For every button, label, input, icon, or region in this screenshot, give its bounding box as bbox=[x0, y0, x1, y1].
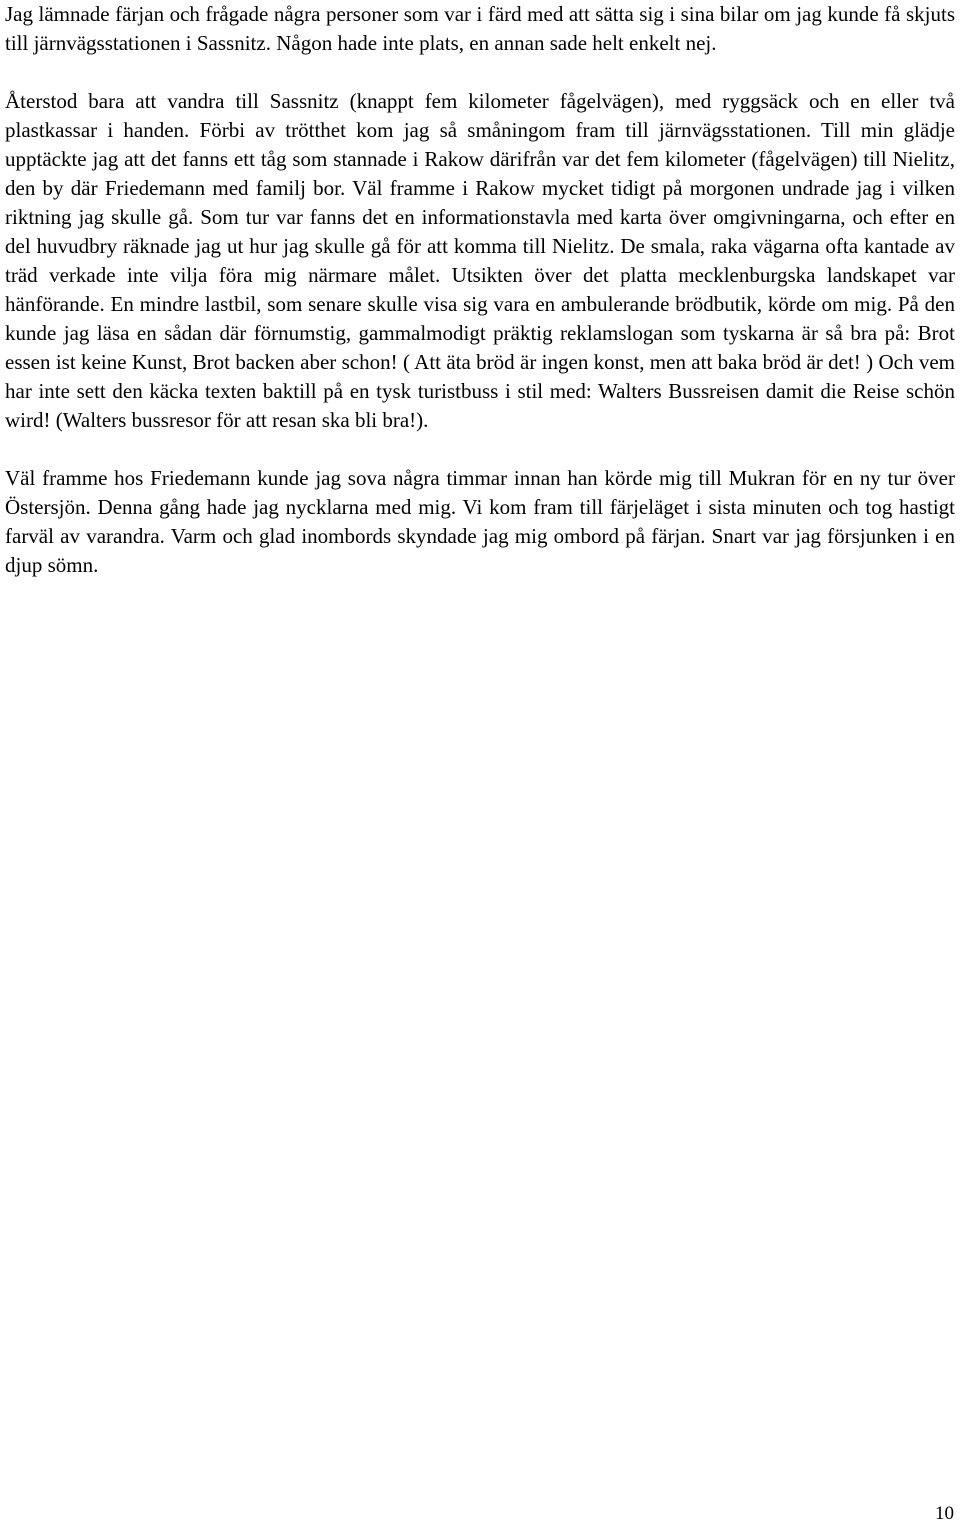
paragraph-return-ferry: Väl framme hos Friedemann kunde jag sova några timmar innan han körde mig till Mukran för en ny tur över Östersjön. Denna gång hade jag nycklarna med mig. Vi kom fram till färjeläget i sista minuten och tog hastigt farväl av varandra. Varm och glad inombords skyndade jag mig ombord på färjan. Snart var jag försjunken i en djup sömn. bbox=[5, 466, 955, 577]
page-number: 10 bbox=[935, 1503, 954, 1524]
paragraph-ferry-departure: Jag lämnade färjan och frågade några personer som var i färd med att sätta sig i sina bilar om jag kunde få skjuts till järnvägsstationen i Sassnitz. Någon hade inte plats, en annan sade helt enkelt nej. bbox=[5, 2, 955, 55]
document-page bbox=[5, 0, 955, 580]
paragraph-walk-to-nielitz: Återstod bara att vandra till Sassnitz (knappt fem kilometer fågelvägen), med ryggsäck och en eller två plastkassar i handen. Förbi av trötthet kom jag så småningom fram till järnvägsstationen. Till min glädje upptäckte jag att det fanns ett tåg som stannade i Rakow därifrån var det fem kilometer (fågelvägen) till Nielitz, den by där Friedemann med familj bor. Väl framme i Rakow mycket tidigt på morgonen undrade jag i vilken riktning jag skulle gå. Som tur var fanns det en informationstavla med karta över omgivningarna, och efter en del huvudbry räknade jag ut hur jag skulle gå för att komma till Nielitz. De smala, raka vägarna ofta kantade av träd verkade inte vilja föra mig närmare målet. Utsikten över det platta mecklenburgska landskapet var hänförande. En mindre lastbil, som senare skulle visa sig vara en ambulerande brödbutik, körde om mig. På den kunde jag läsa en sådan där förnumstig, gammalmodigt präktig reklamslogan som tyskarna är så bra på: Brot essen ist keine Kunst, Brot backen aber schon! ( Att äta bröd är ingen konst, men att baka bröd är det! ) Och vem har inte sett den käcka texten baktill på en tysk turistbuss i stil med: Walters Bussreisen damit die Reise schön wird! (Walters bussresor för att resan ska bli bra!). bbox=[5, 89, 955, 432]
